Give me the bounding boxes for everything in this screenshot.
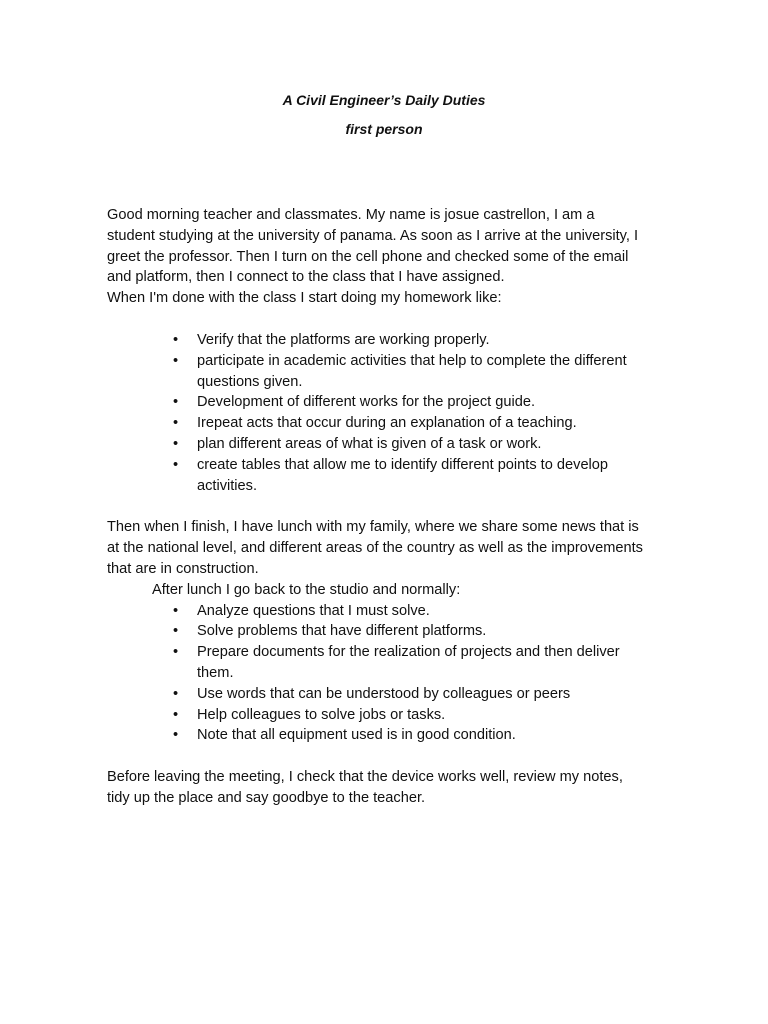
bullet-icon: • [173,456,179,473]
text-line: When I'm done with the class I start doing my homework like: [107,290,502,307]
text-line: tidy up the place and say goodbye to the teacher. [107,789,426,806]
text-line: student studying at the university of panama. As soon as I arrive at the university, I [107,227,639,244]
list-item-text: activities. [197,477,258,494]
bullet-icon: • [173,602,179,619]
text-line: Then when I finish, I have lunch with my family, where we share some news that is [107,519,639,536]
intro-paragraph [107,205,667,309]
list-item [173,455,667,497]
list-item [173,725,667,746]
closing-paragraph [107,767,667,809]
bullet-icon: • [173,727,179,744]
bullet-icon: • [173,706,179,723]
bullet-icon: • [173,644,179,661]
bullet-icon: • [173,623,179,640]
list-item-text: Solve problems that have different platforms. [197,623,487,640]
list-item [173,351,667,393]
list-item-text: Use words that can be understood by colleagues or peers [197,685,571,702]
list-item-text: create tables that allow me to identify different points to develop [197,456,609,473]
list-item-text: Development of different works for the project guide. [197,394,536,411]
bullet-icon: • [173,435,179,452]
document-body [107,205,667,809]
list-item [173,413,667,434]
list-item [173,434,667,455]
list-item-text: Verify that the platforms are working properly. [197,331,490,348]
afternoon-list [107,601,667,747]
list-item-text: plan different areas of what is given of a task or work. [197,435,542,452]
list-item-text: questions given. [197,373,303,390]
list-item-text: Prepare documents for the realization of projects and then deliver [197,644,620,661]
text-line: greet the professor. Then I turn on the cell phone and checked some of the email [107,248,629,265]
bullet-icon: • [173,394,179,411]
text-line: Good morning teacher and classmates. My name is josue castrellon, I am a [107,207,595,223]
list-item-text: Analyze questions that I must solve. [197,602,430,619]
list-item [173,601,667,622]
list-item [173,330,667,351]
lunch-paragraph [107,517,667,600]
bullet-icon: • [173,415,179,432]
text-line: Before leaving the meeting, I check that the device works well, review my notes, [107,769,623,786]
document-title: A Civil Engineer’s Daily Duties [282,92,486,108]
list-item-text: Help colleagues to solve jobs or tasks. [197,706,446,723]
text-line: and platform, then I connect to the class that I have assigned. [107,269,505,286]
text-line: at the national level, and different areas of the country as well as the improvements [107,540,643,557]
bullet-icon: • [173,352,179,369]
homework-list [107,330,667,496]
list-item-text: Irepeat acts that occur during an explanation of a teaching. [197,415,577,432]
list-item [173,684,667,705]
list-item [173,392,667,413]
list-item-text: Note that all equipment used is in good condition. [197,727,516,744]
list-item [173,642,667,684]
after-lunch-line: After lunch I go back to the studio and normally: [152,581,461,598]
text-line: that are in construction. [107,560,259,577]
document-subtitle: first person [345,121,423,137]
list-item [173,621,667,642]
list-item-text: them. [197,664,234,681]
list-item [173,705,667,726]
bullet-icon: • [173,685,179,702]
bullet-icon: • [173,331,179,348]
list-item-text: participate in academic activities that help to complete the different [197,352,627,369]
